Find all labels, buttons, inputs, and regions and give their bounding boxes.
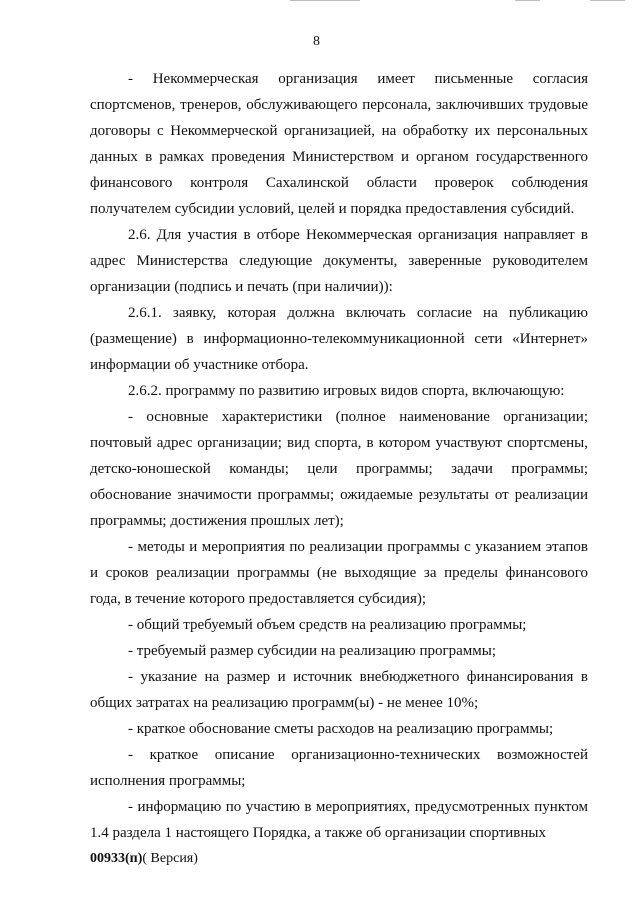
document-version: ( Версия) [142,851,198,866]
paragraph-2-6-1: 2.6.1. заявку, которая должна включать согласие на публикацию (размещение) в информационно-телекоммуникационной сети «Интернет» информации об участнике отбора. [90,305,588,373]
list-item-events: - информацию по участию в мероприятиях, предусмотренных пунктом 1.4 раздела 1 настоящего Порядка, а также об организации спортивных [90,799,588,841]
document-code: 00933(п) [90,851,143,866]
document-footer [90,851,198,867]
list-item-capabilities: - краткое описание организационно-технических возможностей исполнения программы; [90,747,588,789]
list-item-characteristics: - основные характеристики (полное наименование организации; почтовый адрес организации; вид спорта, в котором участвуют спортсмены, детско-юношеской команды; цели программы; задачи программы; обоснование значимости программы; ожидаемые результаты от реализации программы; достижения прошлых лет); [90,409,588,529]
document-body [90,66,588,846]
list-item-methods: - методы и мероприятия по реализации программы с указанием этапов и сроков реализации программы (не выходящие за пределы финансового года, в течение которого предоставляется субсидия); [90,539,588,607]
paragraph-2-6: 2.6. Для участия в отборе Некоммерческая организация направляет в адрес Министерства следующие документы, заверенные руководителем организации (подпись и печать (при наличии)): [90,227,588,295]
top-edge-marks [0,0,633,2]
paragraph-2-6-2: 2.6.2. программу по развитию игровых видов спорта, включающую: [128,383,565,399]
list-item-total-funds: - общий требуемый объем средств на реализацию программы; [128,617,527,633]
paragraph-consent: - Некоммерческая организация имеет письменные согласия спортсменов, тренеров, обслуживающего персонала, заключивших трудовые договоры с Некоммерческой организацией, на обработку их персональных данных в рамках проведения Министерством и органом государственного финансового контроля Сахалинской области проверок соблюдения получателем субсидии условий, целей и порядка предоставления субсидий. [90,71,588,217]
list-item-subsidy-size: - требуемый размер субсидии на реализацию программы; [128,643,497,659]
page-number: 8 [313,34,320,49]
list-item-extrabudgetary: - указание на размер и источник внебюджетного финансирования в общих затратах на реализацию программ(ы) - не менее 10%; [90,669,588,711]
list-item-estimate: - краткое обоснование сметы расходов на реализацию программы; [128,721,554,737]
